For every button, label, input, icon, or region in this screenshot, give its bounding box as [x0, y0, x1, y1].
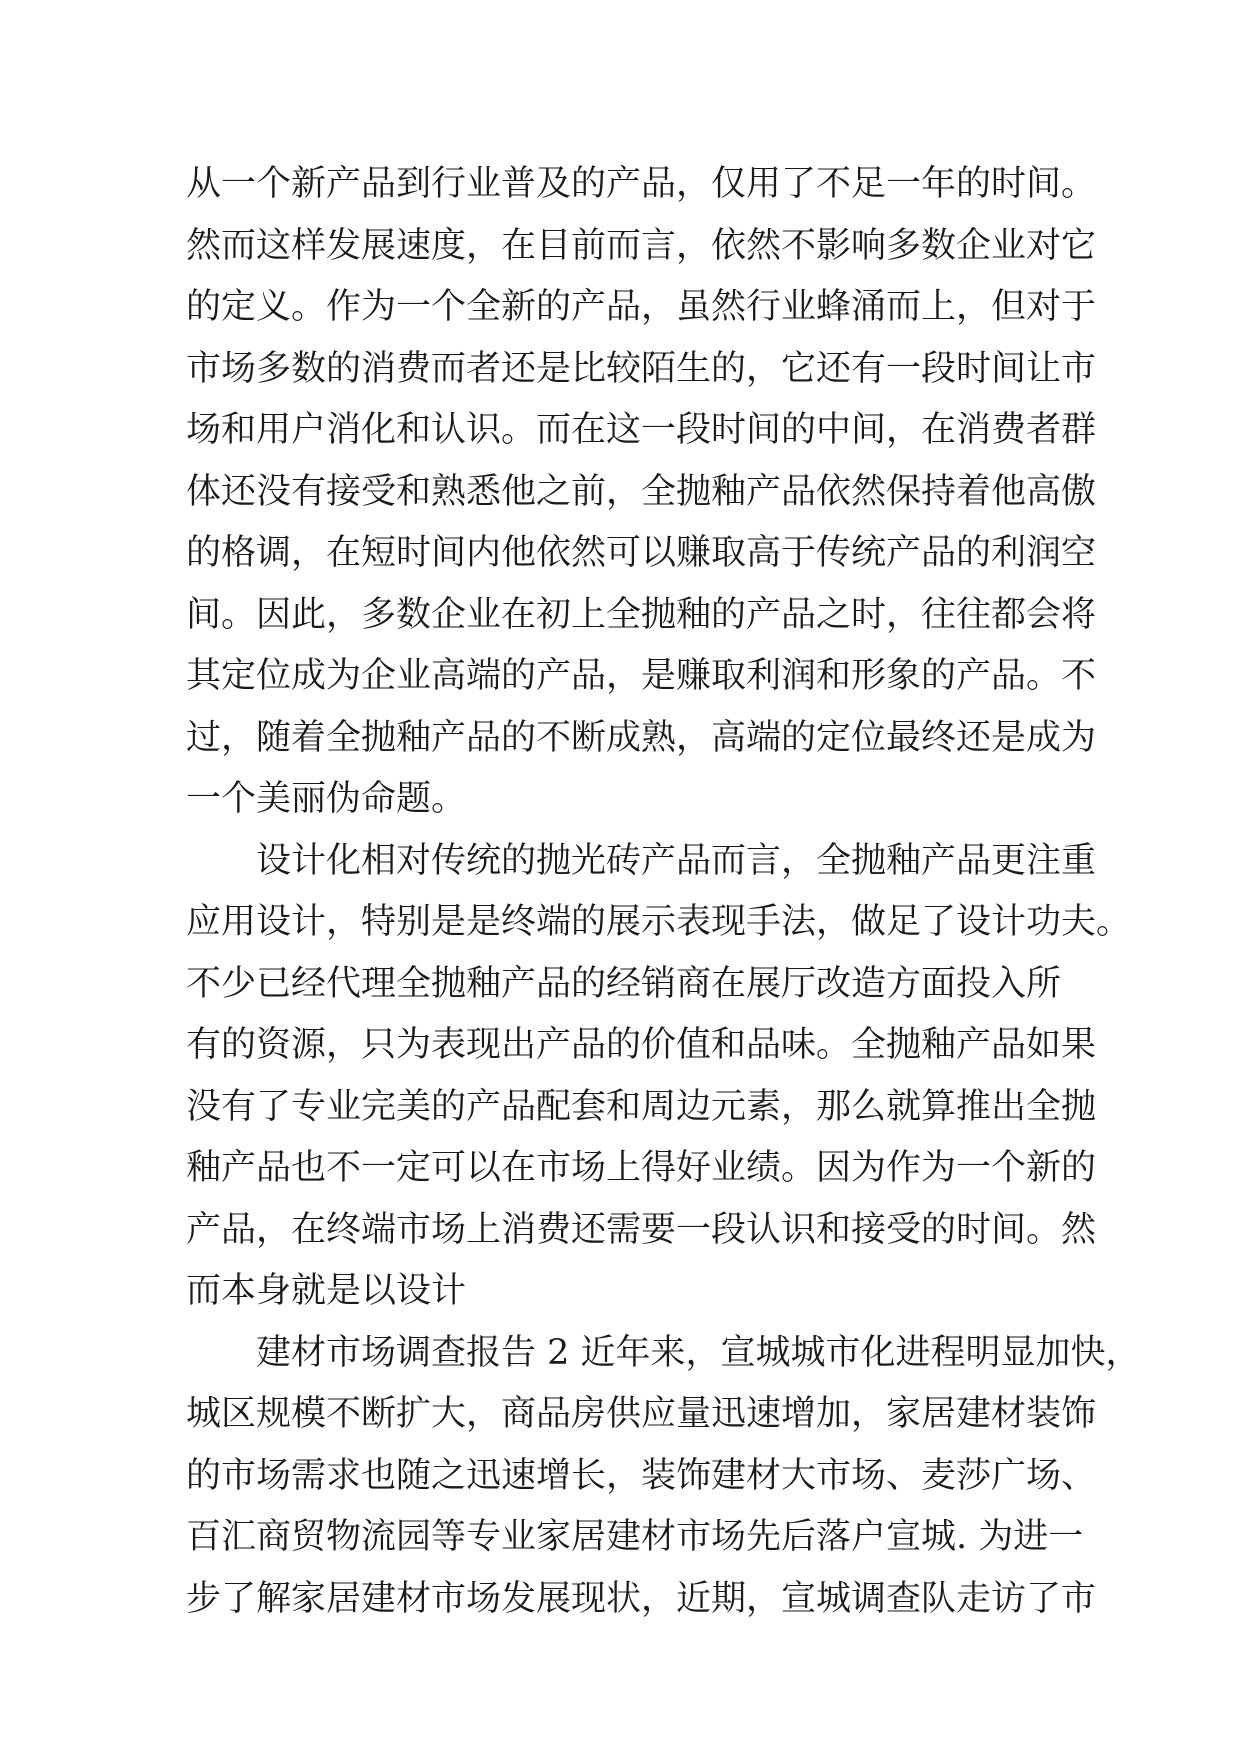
- text-line: 产品，在终端市场上消费还需要一段认识和接受的时间。然: [186, 1209, 1097, 1250]
- text-line: 间。因此，多数企业在初上全抛釉的产品之时，往往都会将: [186, 594, 1097, 635]
- text-line: 没有了专业完美的产品配套和周边元素，那么就算推出全抛: [186, 1086, 1097, 1127]
- paragraph: [186, 1323, 1141, 1631]
- text-line: 建材市场调查报告 2 近年来，宣城城市化进程明显加快，: [256, 1332, 1141, 1373]
- text-line: 过，随着全抛釉产品的不断成熟，高端的定位最终还是成为: [186, 717, 1097, 758]
- text-line: 的定义。作为一个全新的产品，虽然行业蜂涌而上，但对于: [186, 287, 1097, 327]
- text-line: 不少已经代理全抛釉产品的经销商在展厅改造方面投入所: [186, 963, 1062, 1004]
- text-line: 而本身就是以设计: [186, 1271, 467, 1311]
- text-line: 体还没有接受和熟悉他之前，全抛釉产品依然保持着他高傲: [186, 471, 1097, 512]
- text-line: 的市场需求也随之迅速增长，装饰建材大市场、麦莎广场、: [186, 1455, 1097, 1496]
- text-line: 有的资源，只为表现出产品的价值和品味。全抛釉产品如果: [186, 1025, 1097, 1065]
- text-line: 市场多数的消费而者还是比较陌生的，它还有一段时间让市: [186, 348, 1097, 389]
- text-line: 设计化相对传统的抛光砖产品而言，全抛釉产品更注重: [256, 840, 1097, 881]
- text-line: 的格调，在短时间内他依然可以赚取高于传统产品的利润空: [186, 533, 1097, 573]
- text-line: 然而这样发展速度，在目前而言，依然不影响多数企业对它: [186, 225, 1097, 266]
- body-text: [186, 154, 1141, 1630]
- text-line: 场和用户消化和认识。而在这一段时间的中间，在消费者群: [186, 410, 1097, 450]
- text-line: 步了解家居建材市场发展现状，近期，宣城调查队走访了市: [186, 1578, 1097, 1619]
- text-line: 城区规模不断扩大，商品房供应量迅速增加，家居建材装饰: [186, 1394, 1097, 1434]
- text-line: 应用设计，特别是是终端的展示表现手法，做足了设计功夫。: [186, 902, 1132, 942]
- text-line: 一个美丽伪命题。: [186, 779, 467, 819]
- paragraph: [186, 154, 1097, 831]
- text-line: 从一个新产品到行业普及的产品，仅用了不足一年的时间。: [186, 164, 1097, 204]
- paragraph: [186, 831, 1132, 1323]
- text-line: 其定位成为企业高端的产品，是赚取利润和形象的产品。不: [186, 656, 1097, 696]
- text-line: 百汇商贸物流园等专业家居建材市场先后落户宣城. 为进一: [186, 1517, 1084, 1557]
- text-line: 釉产品也不一定可以在市场上得好业绩。因为作为一个新的: [186, 1148, 1097, 1188]
